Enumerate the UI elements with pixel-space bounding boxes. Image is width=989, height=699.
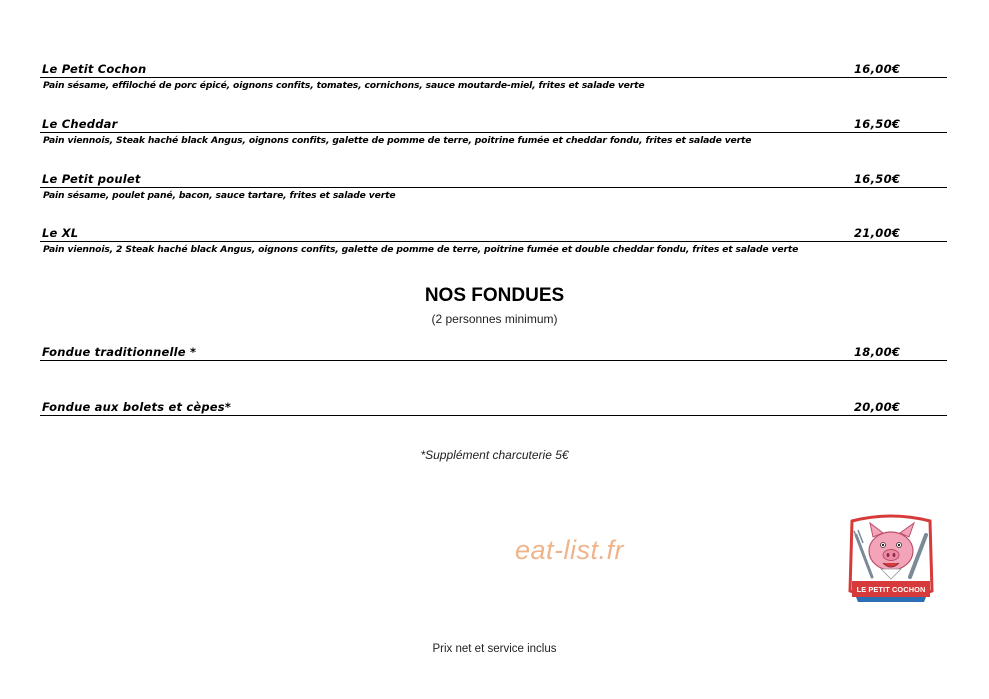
menu-item-header bbox=[40, 224, 947, 242]
menu-item-header bbox=[40, 170, 947, 188]
menu-item-name: Le XL bbox=[42, 226, 79, 240]
menu-item-header bbox=[40, 398, 947, 416]
menu-item-price: 16,50€ bbox=[854, 172, 901, 186]
menu-item-description: Pain sésame, poulet pané, bacon, sauce tartare, frites et salade verte bbox=[43, 190, 396, 201]
logo-text: LE PETIT COCHON bbox=[856, 585, 926, 594]
watermark: eat-list.fr bbox=[515, 535, 625, 565]
menu-item-name: Le Cheddar bbox=[42, 117, 118, 131]
menu-item-price: 18,00€ bbox=[854, 345, 901, 359]
footer-note: Prix net et service inclus bbox=[432, 643, 557, 655]
menu-item-name: Le Petit poulet bbox=[42, 172, 141, 186]
section-subtitle: (2 personnes minimum) bbox=[431, 312, 558, 326]
menu-item-le-xl bbox=[40, 224, 947, 255]
menu-item-price: 16,50€ bbox=[854, 117, 901, 131]
menu-item-le-petit-cochon bbox=[40, 60, 947, 91]
pig-logo-icon bbox=[846, 513, 936, 610]
menu-item-fondue-traditionnelle bbox=[40, 343, 947, 361]
menu-item-header bbox=[40, 60, 947, 78]
menu-item-description: Pain sésame, effiloché de porc épicé, oignons confits, tomates, cornichons, sauce moutarde-miel, frites et salade verte bbox=[43, 80, 645, 91]
supplement-note: *Supplément charcuterie 5€ bbox=[420, 448, 569, 462]
menu-item-header bbox=[40, 115, 947, 133]
menu-item-le-cheddar bbox=[40, 115, 947, 146]
menu-item-fondue-bolets-cepes bbox=[40, 398, 947, 416]
menu-item-name: Le Petit Cochon bbox=[42, 62, 147, 76]
menu-item-description: Pain viennois, Steak haché black Angus, oignons confits, galette de pomme de terre, poitrine fumée et cheddar fondu, frites et salade verte bbox=[43, 135, 752, 146]
menu-item-header bbox=[40, 343, 947, 361]
pig-logo-graphic bbox=[846, 513, 936, 610]
menu-item-le-petit-poulet bbox=[40, 170, 947, 201]
menu-item-name: Fondue traditionnelle * bbox=[42, 345, 197, 359]
section-title-fondues: NOS FONDUES bbox=[424, 285, 565, 306]
menu-item-price: 16,00€ bbox=[854, 62, 901, 76]
menu-item-name: Fondue aux bolets et cèpes* bbox=[42, 400, 232, 414]
menu-item-price: 20,00€ bbox=[854, 400, 901, 414]
menu-item-description: Pain viennois, 2 Steak haché black Angus, oignons confits, galette de pomme de terre, poitrine fumée et double cheddar fondu, frites et salade verte bbox=[43, 244, 799, 255]
menu-item-price: 21,00€ bbox=[854, 226, 901, 240]
